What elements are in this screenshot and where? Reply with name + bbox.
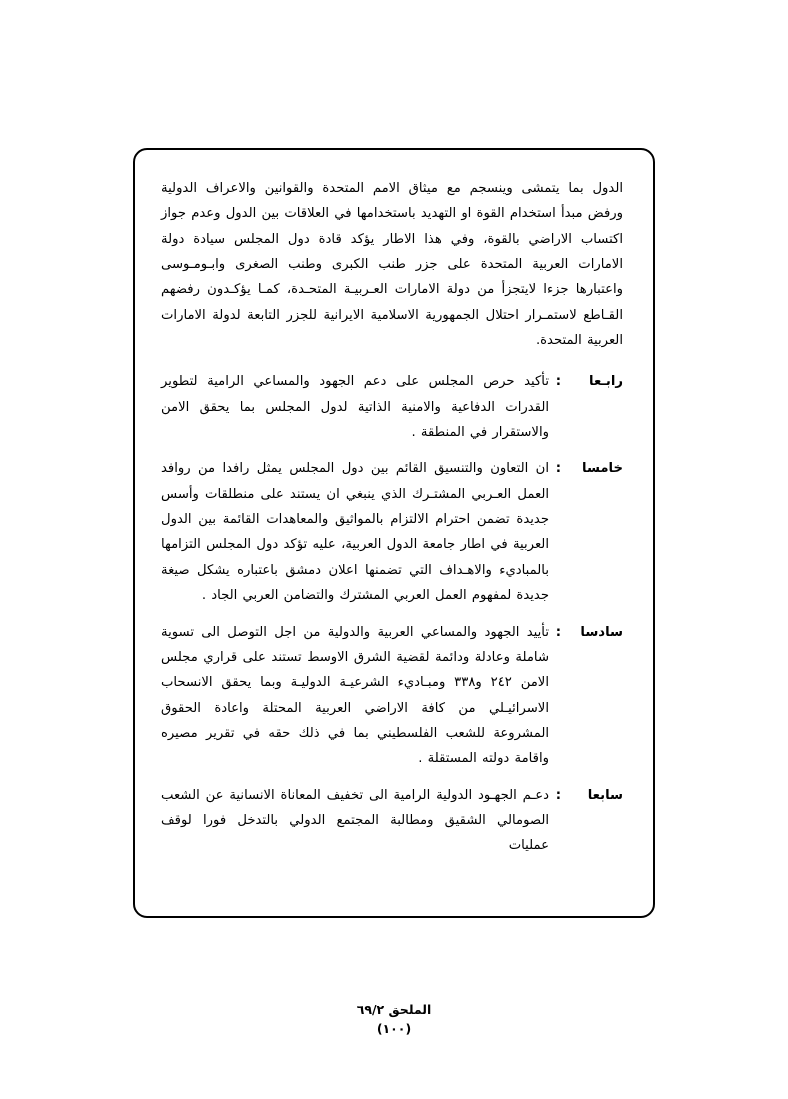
clause-fourth	[161, 369, 623, 445]
clause-fifth-text: ان التعاون والتنسيق القائم بين دول المجلس يمثل رافدا من روافد العمل العـربي المشتـرك الذي ينبغي ان يستند على منطلقات وأسس جديدة تضمن احترام الالتزام بالمواثيق والمعاهدات القائمة بين الدول العربية في اطار جامعة الدول العربية، عليه تؤكد دول المجلس التزامها بالمباديء والاهـداف التي تضمنها اعلان دمشق باعتباره يشكل صيغة جديدة لمفهوم العمل العربي المشترك والتضامن العربي الجاد .	[161, 461, 549, 604]
clause-seventh-colon: :	[555, 787, 561, 803]
bordered-text-box	[133, 148, 655, 918]
clause-fifth-label: خامسا	[582, 461, 623, 477]
clause-seventh-label: سابعا	[587, 787, 623, 803]
page-number: (١٠٠)	[376, 1021, 412, 1037]
clause-seventh	[161, 783, 623, 859]
clause-sixth-label: سادسا	[580, 624, 623, 640]
clause-seventh-text: دعـم الجهـود الدولية الرامية الى تخفيف المعاناة الانسانية عن الشعب الصومالي الشقيق ومطالبة المجتمع الدولي بالتدخل فورا لوقف عمليات	[161, 787, 549, 854]
clause-sixth	[161, 620, 623, 772]
clause-fourth-colon: :	[555, 374, 561, 390]
clause-fifth	[161, 456, 623, 608]
clause-fifth-colon: :	[555, 461, 561, 477]
clause-fourth-label: رابـعا	[589, 374, 623, 390]
clause-sixth-text: تأييد الجهود والمساعي العربية والدولية من اجل التوصل الى تسوية شاملة وعادلة ودائمة لقضية الشرق الاوسط تستند على قراري مجلس الامن ٢٤٢ و٣٣٨ ومبـاديء الشرعيـة الدوليـة وبما يحقق الانسحاب الاسرائيـلي من كافة الاراضي العربية المحتلة واعادة الحقوق المشروعة للشعب الفلسطيني بما في ذلك حقه في تقرير مصيره واقامة دولته المستقلة .	[161, 624, 549, 767]
document-body	[161, 176, 623, 859]
opening-paragraph: الدول بما يتمشى وينسجم مع ميثاق الامم المتحدة والقوانين والاعراف الدولية ورفض مبدأ استخدام القوة او التهديد باستخدامها في العلاقات بين الدول وعدم جواز اكتساب الاراضي بالقوة، وفي هذا الاطار يؤكد قادة دول المجلس سيادة دولة الامارات العربية المتحدة على جزر طنب الكبرى وطنب الصغرى وابـومـوسى واعتبارها جزءا لايتجزأ من دولة الامارات العـربيـة المتحـدة، كمـا يؤكـدون رفضهم القـاطع لاستمـرار احتلال الجمهورية الاسلامية الايرانية للجزر التابعة لدولة الامارات العربية المتحدة.	[161, 181, 623, 349]
annex-label: الملحق ٦٩/٢	[356, 1002, 432, 1017]
page-footer	[0, 1000, 788, 1039]
clause-fourth-text: تأكيد حرص المجلس على دعم الجهود والمساعي الرامية لتطوير القدرات الدفاعية والامنية الذاتية لدول المجلس بما يحقق الامن والاستقرار في المنطقة .	[161, 374, 549, 441]
clause-sixth-colon: :	[555, 624, 561, 640]
